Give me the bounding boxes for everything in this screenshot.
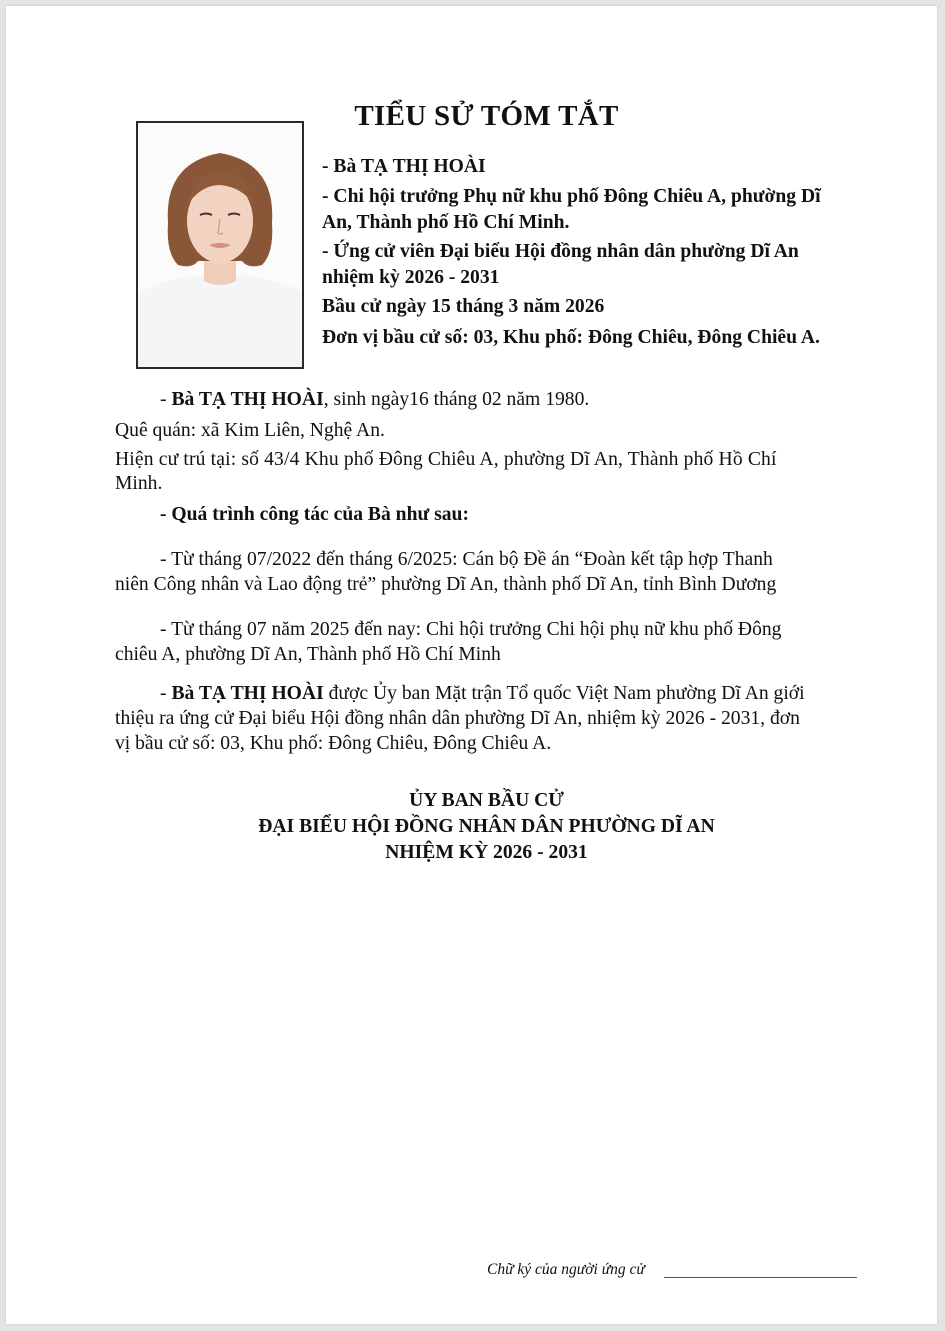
header-candidacy-line2: nhiệm kỳ 2026 - 2031 bbox=[322, 267, 500, 288]
work-item-1-line2: niên Công nhân và Lao động trẻ” phường Dĩ An, thành phố Dĩ An, tỉnh Bình Dương bbox=[115, 574, 777, 595]
header-position-line2: An, Thành phố Hồ Chí Minh. bbox=[322, 212, 570, 233]
signature-label: Chữ ký của người ứng cử bbox=[487, 1261, 645, 1278]
header-position-line1: - Chi hội trưởng Phụ nữ khu phố Đông Chiêu A, phường Dĩ bbox=[322, 186, 821, 207]
birth-name: Bà TẠ THỊ HOÀI bbox=[171, 389, 324, 410]
header-electoral-unit: Đơn vị bầu cử số: 03, Khu phố: Đông Chiêu, Đông Chiêu A. bbox=[322, 327, 820, 348]
header-name: - Bà TẠ THỊ HOÀI bbox=[322, 156, 486, 177]
work-item-2-line2: chiêu A, phường Dĩ An, Thành phố Hồ Chí Minh bbox=[115, 644, 501, 665]
work-item-1-line1: - Từ tháng 07/2022 đến tháng 6/2025: Cán bộ Đề án “Đoàn kết tập hợp Thanh bbox=[160, 549, 773, 570]
portrait-photo bbox=[136, 121, 304, 369]
work-heading: - Quá trình công tác của Bà như sau: bbox=[160, 504, 469, 525]
signature-line bbox=[664, 1277, 857, 1278]
nomination-text: được Ủy ban Mặt trận Tổ quốc Việt Nam phường Dĩ An giới bbox=[323, 683, 805, 704]
document-title: TIỂU SỬ TÓM TẮT bbox=[354, 100, 619, 132]
hometown: Quê quán: xã Kim Liên, Nghệ An. bbox=[115, 420, 385, 441]
residence-line2: Minh. bbox=[115, 473, 163, 494]
nomination-prefix: - bbox=[160, 683, 172, 704]
header-election-date: Bầu cử ngày 15 tháng 3 năm 2026 bbox=[322, 296, 605, 317]
committee-line3: NHIỆM KỲ 2026 - 2031 bbox=[385, 842, 588, 863]
nomination-name: Bà TẠ THỊ HOÀI bbox=[171, 683, 324, 704]
residence-line1: Hiện cư trú tại: số 43/4 Khu phố Đông Chiêu A, phường Dĩ An, Thành phố Hồ Chí bbox=[115, 449, 777, 470]
committee-line2: ĐẠI BIỂU HỘI ĐỒNG NHÂN DÂN PHƯỜNG DĨ AN bbox=[258, 816, 715, 837]
header-candidacy-line1: - Ứng cử viên Đại biểu Hội đồng nhân dân phường Dĩ An bbox=[322, 241, 799, 262]
nomination-line1 bbox=[160, 683, 805, 705]
birth-prefix: - bbox=[160, 389, 172, 410]
committee-line1: ỦY BAN BẦU CỬ bbox=[409, 790, 564, 811]
nomination-line2: thiệu ra ứng cử Đại biểu Hội đồng nhân dân phường Dĩ An, nhiệm kỳ 2026 - 2031, đơn bbox=[115, 708, 800, 729]
work-item-2-line1: - Từ tháng 07 năm 2025 đến nay: Chi hội trưởng Chi hội phụ nữ khu phố Đông bbox=[160, 619, 782, 640]
birth-line bbox=[160, 389, 589, 411]
portrait-image bbox=[138, 123, 302, 367]
nomination-line3: vị bầu cử số: 03, Khu phố: Đông Chiêu, Đông Chiêu A. bbox=[115, 733, 552, 754]
birth-date: , sinh ngày16 tháng 02 năm 1980. bbox=[323, 389, 590, 410]
